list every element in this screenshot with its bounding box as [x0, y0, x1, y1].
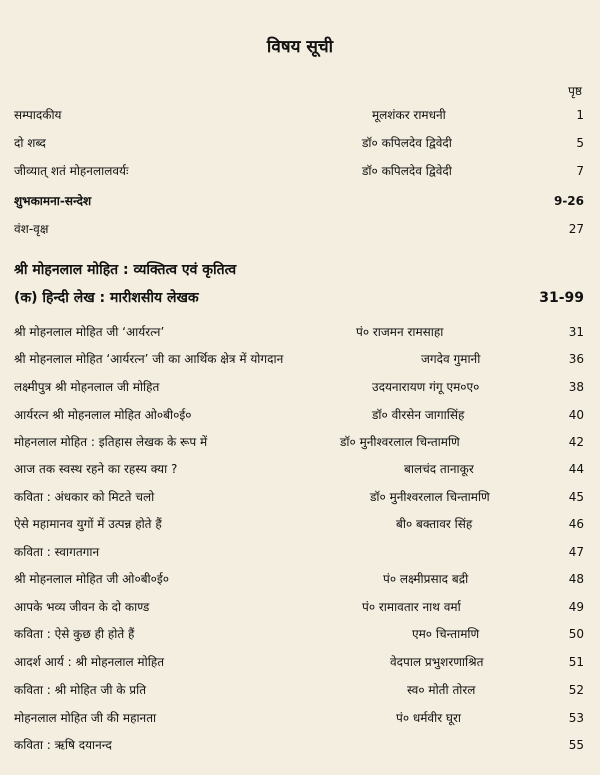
entry-title: कविता : ऋषि दयानन्द: [14, 738, 112, 752]
toc-entry: [14, 191, 584, 211]
toc-entry: [14, 624, 584, 644]
entry-author: डॉ० वीरसेन जागासिंह: [372, 408, 465, 422]
entry-author: पं० धर्मवीर घूरा: [396, 711, 462, 725]
entry-title: आपके भव्य जीवन के दो काण्ड: [14, 600, 150, 614]
toc-entry: [14, 322, 584, 342]
page-title: विषय सूची: [266, 37, 334, 57]
toc-entry: [14, 133, 584, 153]
entry-title: श्री मोहनलाल मोहित ‘आर्यरत्न’ जी का आर्थिक क्षेत्र में योगदान: [14, 352, 284, 366]
entry-page: 47: [568, 545, 584, 559]
entry-author: वेदपाल प्रभुशरणाश्रित: [390, 655, 484, 669]
entry-page: 55: [568, 738, 584, 752]
toc-entry: [14, 219, 584, 239]
entry-title: श्री मोहनलाल मोहित जी ओ०बी०ई०: [14, 572, 170, 586]
toc-entry: [14, 405, 584, 425]
toc-entry: [14, 597, 584, 617]
entry-page: 52: [568, 683, 584, 697]
toc-entry: [14, 542, 584, 562]
toc-entry: [14, 432, 584, 452]
section-heading: श्री मोहनलाल मोहित : व्यक्तित्व एवं कृतित्व: [14, 262, 237, 278]
entry-page: 31: [568, 325, 584, 339]
entry-title: आर्यरत्न श्री मोहनलाल मोहित ओ०बी०ई०: [14, 408, 192, 422]
entry-author: डॉ० मुनीश्वरलाल चिन्तामणि: [340, 435, 460, 449]
entry-author: उदयनारायण गंगू एम०ए०: [372, 380, 480, 394]
entry-author: डॉ० कपिलदेव द्विवेदी: [362, 164, 452, 178]
entry-page: 9-26: [553, 194, 584, 208]
entry-title: ऐसे महामानव युगों में उत्पन्न होते हैं: [14, 517, 162, 531]
toc-entry: [14, 487, 584, 507]
toc-entry: [14, 735, 584, 755]
entry-title: जीव्यात् शतं मोहनलालवर्यः: [14, 164, 129, 178]
entry-page: 49: [568, 600, 584, 614]
entry-title: कविता : स्वागतगान: [14, 545, 100, 559]
entry-title: आदर्श आर्य : श्री मोहनलाल मोहित: [14, 655, 165, 669]
entry-author: पं० रामावतार नाथ वर्मा: [362, 600, 461, 614]
entry-title: सम्पादकीय: [14, 108, 62, 122]
entry-page: 5: [576, 136, 584, 150]
entry-title: कविता : अंधकार को मिटते चलो: [14, 490, 155, 504]
toc-entry: [14, 105, 584, 125]
entry-title: मोहनलाल मोहित : इतिहास लेखक के रूप में: [14, 435, 208, 449]
entry-page: 53: [568, 711, 584, 725]
entry-author: पं० राजमन रामसाहा: [356, 325, 444, 339]
subsection-heading: [14, 287, 584, 309]
entry-page: 44: [568, 462, 584, 476]
toc-entry: [14, 569, 584, 589]
entry-page: 48: [568, 572, 584, 586]
entry-title: दो शब्द: [14, 136, 46, 150]
entry-title: लक्ष्मीपुत्र श्री मोहनलाल जी मोहित: [14, 380, 160, 394]
entry-page: 46: [568, 517, 584, 531]
entry-author: पं० लक्ष्मीप्रसाद बद्री: [383, 572, 469, 586]
page-column-label: पृष्ठ: [568, 84, 582, 98]
toc-entry: [14, 377, 584, 397]
toc-entry: [14, 708, 584, 728]
entry-title: कविता : ऐसे कुछ ही होते हैं: [14, 627, 135, 641]
entry-page: 40: [568, 408, 584, 422]
entry-page: 42: [568, 435, 584, 449]
entry-title: आज तक स्वस्थ रहने का रहस्य क्या ?: [14, 462, 178, 476]
entry-title: श्री मोहनलाल मोहित जी ‘आर्यरत्न’: [14, 325, 165, 339]
entry-page: 50: [568, 627, 584, 641]
entry-author: स्व० मोती तोरल: [407, 683, 476, 697]
subsection-title: (क) हिन्दी लेख : मारीशसीय लेखक: [14, 290, 199, 306]
toc-entry: [14, 680, 584, 700]
entry-title: शुभकामना-सन्देश: [14, 194, 92, 208]
entry-page: 7: [576, 164, 584, 178]
entry-author: एम० चिन्तामणि: [412, 627, 480, 641]
entry-page: 38: [568, 380, 584, 394]
entry-page: 36: [568, 352, 584, 366]
entry-page: 45: [568, 490, 584, 504]
entry-author: बी० बक्तावर सिंह: [396, 517, 473, 531]
entry-title: कविता : श्री मोहित जी के प्रति: [14, 683, 147, 697]
entry-author: जगदेव गुमानी: [421, 352, 481, 366]
toc-entry: [14, 349, 584, 369]
toc-entry: [14, 652, 584, 672]
entry-title: वंश-वृक्ष: [14, 222, 49, 236]
entry-page: 1: [576, 108, 584, 122]
toc-entry: [14, 514, 584, 534]
toc-entry: [14, 161, 584, 181]
subsection-page: 31-99: [539, 290, 584, 306]
entry-author: डॉ० मुनीश्वरलाल चिन्तामणि: [370, 490, 490, 504]
entry-author: डॉ० कपिलदेव द्विवेदी: [362, 136, 452, 150]
entry-page: 27: [568, 222, 584, 236]
entry-author: मूलशंकर रामधनी: [372, 108, 446, 122]
entry-title: मोहनलाल मोहित जी की महानता: [14, 711, 157, 725]
entry-author: बालचंद तानाकूर: [404, 462, 474, 476]
toc-entry: [14, 459, 584, 479]
entry-page: 51: [568, 655, 584, 669]
